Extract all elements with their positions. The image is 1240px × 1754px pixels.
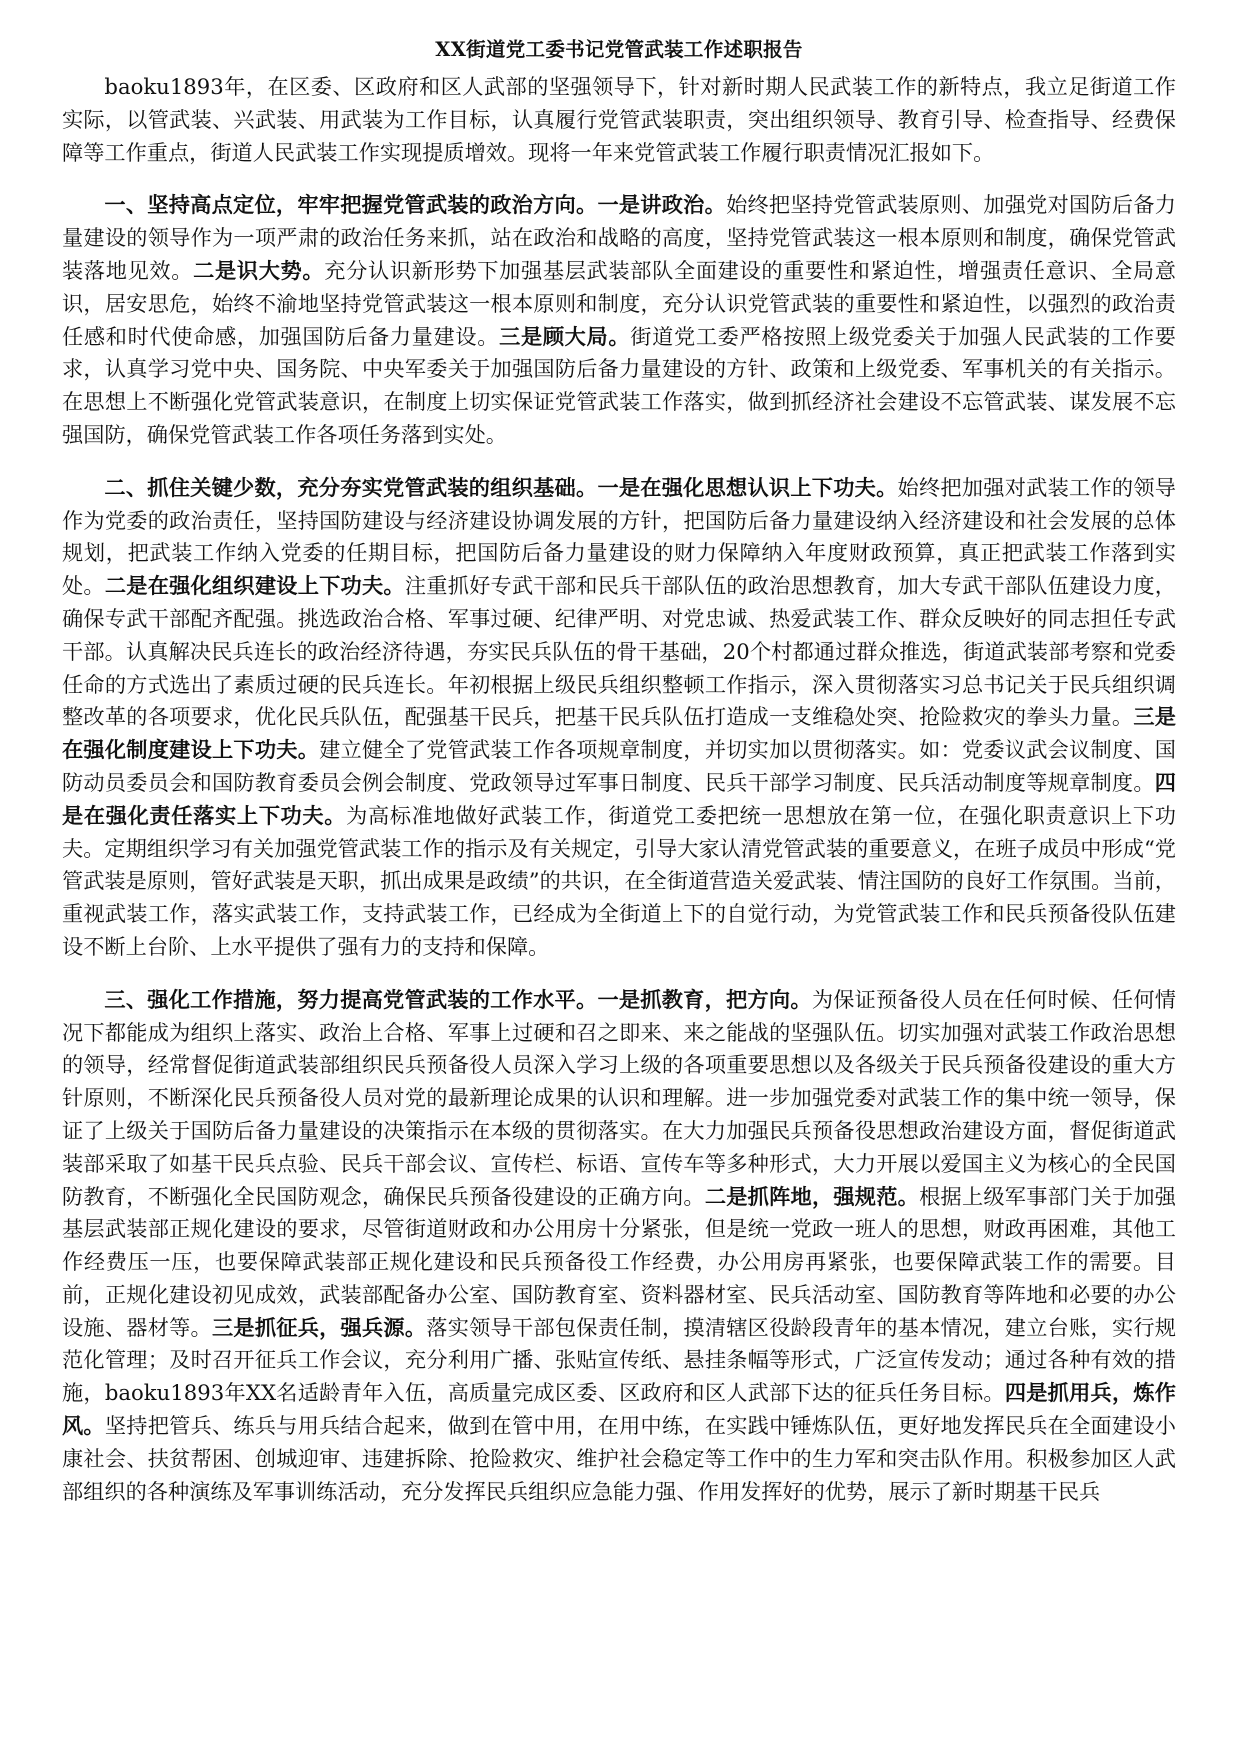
- section-1-heading: 一、坚持高点定位，牢牢把握党管武装的政治方向。: [104, 192, 598, 218]
- section-3-point-3-text: 落实领导干部包保责任制，摸清辖区役龄段青年的基本情况，建立台账，实行规范化管理；及时召开征兵工作会议，充分利用广播、张贴宣传纸、悬挂条幅等形式，广泛宣传发动；通过各种有效的措施，baoku1893年XX名适龄青年入伍，高质量完成区委、区政府和区人武部下达的征兵任务目标。: [62, 1314, 1176, 1406]
- section-3-heading: 三、强化工作措施，努力提高党管武装的工作水平。: [104, 986, 598, 1012]
- section-2-point-1-heading: 一是在强化思想认识上下功夫。: [597, 474, 898, 500]
- section-2-point-2-text: 注重抓好专武干部和民兵干部队伍的政治思想教育，加大专武干部队伍建设力度，确保专武干部配齐配强。挑选政治合格、军事过硬、纪律严明、对党忠诚、热爱武装工作、群众反映好的同志担任专武干部。认真解决民兵连长的政治经济待遇，夯实民兵队伍的骨干基础，20个村都通过群众推选，街道武装部考察和党委任命的方式选出了素质过硬的民兵连长。年初根据上级民兵组织整顿工作指示，深入贯彻落实习总书记关于民兵组织调整改革的各项要求，优化民兵队伍，配强基干民兵，把基干民兵队伍打造成一支维稳处突、抢险救灾的拳头力量。: [62, 573, 1176, 730]
- section-1-point-1-text: 始终把坚持党管武装原则、加强党对国防后备力量建设的领导作为一项严肃的政治任务来抓，站在政治和战略的高度，坚持党管武装这一根本原则和制度，确保党管武装落地见效。: [62, 192, 1176, 283]
- intro-paragraph: baoku1893年，在区委、区政府和区人武部的坚强领导下，针对新时期人民武装工作的新特点，我立足街道工作实际，以管武装、兴武装、用武装为工作目标，认真履行党管武装职责，突出组织领导、教育引导、检查指导、经费保障等工作重点，街道人民武装工作实现提质增效。现将一年来党管武装工作履行职责情况汇报如下。: [62, 74, 1176, 165]
- section-2-point-1-text: 始终把加强对武装工作的领导作为党委的政治责任，坚持国防建设与经济建设协调发展的方针，把国防后备力量建设纳入经济建设和社会发展的总体规划，把武装工作纳入党委的任期目标，把国防后备力量建设的财力保障纳入年度财政预算，真正把武装工作落到实处。: [62, 474, 1176, 599]
- section-3-point-4-text: 坚持把管兵、练兵与用兵结合起来，做到在管中用，在用中练，在实践中锤炼队伍，更好地发挥民兵在全面建设小康社会、扶贫帮困、创城迎审、违建拆除、抢险救灾、维护社会稳定等工作中的生力军和突击队作用。积极参加区人武部组织的各种演练及军事训练活动，充分发挥民兵组织应急能力强、作用发挥好的优势，展示了新时期基干民兵: [62, 1413, 1176, 1504]
- section-3-point-1-heading: 一是抓教育，把方向。: [597, 986, 812, 1012]
- document-page: [62, 30, 1176, 1508]
- section-1-point-3-heading: 三是顾大局。: [499, 323, 631, 349]
- section-3-point-4-heading: 四是抓用兵，炼作风。: [62, 1380, 1176, 1439]
- section-2-point-3-text: 建立健全了党管武装工作各项规章制度，并切实加以贯彻落实。如：党委议武会议制度、国防动员委员会和国防教育委员会例会制度、党政领导过军事日制度、民兵干部学习制度、民兵活动制度等规章制度。: [62, 737, 1176, 795]
- section-1-paragraph: [62, 189, 1176, 451]
- section-3-point-1-text: 为保证预备役人员在任何时候、任何情况下都能成为组织上落实、政治上合格、军事上过硬和召之即来、来之能战的坚强队伍。切实加强对武装工作政治思想的领导，经常督促街道武装部组织民兵预备役人员深入学习上级的各项重要思想以及各级关于民兵预备役建设的重大方针原则，不断深化民兵预备役人员对党的最新理论成果的认识和理解。进一步加强党委对武装工作的集中统一领导，保证了上级关于国防后备力量建设的决策指示在本级的贯彻落实。在大力加强民兵预备役思想政治建设方面，督促街道武装部采取了如基干民兵点验、民兵干部会议、宣传栏、标语、宣传车等多种形式，大力开展以爱国主义为核心的全民国防教育，不断强化全民国防观念，确保民兵预备役建设的正确方向。: [62, 986, 1176, 1209]
- section-2-point-2-heading: 二是在强化组织建设上下功夫。: [104, 573, 405, 599]
- section-1-point-2-text: 充分认识新形势下加强基层武装部队全面建设的重要性和紧迫性，增强责任意识、全局意识，居安思危，始终不渝地坚持党管武装这一根本原则和制度，充分认识党管武装的重要性和紧迫性，以强烈的政治责任感和时代使命感，加强国防后备力量建设。: [62, 257, 1176, 349]
- section-2-point-4-text: 为高标准地做好武装工作，街道党工委把统一思想放在第一位，在强化职责意识上下功夫。定期组织学习有关加强党管武装工作的指示及有关规定，引导大家认清党管武装的重要意义，在班子成员中形成“党管武装是原则，管好武装是天职，抓出成果是政绩”的共识，在全街道营造关爱武装、情注国防的良好工作氛围。当前，重视武装工作，落实武装工作，支持武装工作，已经成为全街道上下的自觉行动，为党管武装工作和民兵预备役队伍建设不断上台阶、上水平提供了强有力的支持和保障。: [62, 802, 1176, 959]
- section-1-point-3-text: 街道党工委严格按照上级党委关于加强人民武装的工作要求，认真学习党中央、国务院、中央军委关于加强国防后备力量建设的方针、政策和上级党委、军事机关的有关指示。在思想上不断强化党管武装意识，在制度上切实保证党管武装工作落实，做到抓经济社会建设不忘管武装、谋发展不忘强国防，确保党管武装工作各项任务落到实处。: [62, 323, 1176, 447]
- section-1-point-1-heading: 一是讲政治。: [597, 192, 727, 218]
- section-2-point-3-heading: 三是在强化制度建设上下功夫。: [62, 704, 1176, 763]
- section-2-heading: 二、抓住关键少数，充分夯实党管武装的组织基础。: [104, 474, 598, 500]
- section-1-point-2-heading: 二是识大势。: [193, 257, 325, 283]
- section-2-point-4-heading: 四是在强化责任落实上下功夫。: [62, 769, 1176, 828]
- section-3-point-3-heading: 三是抓征兵，强兵源。: [212, 1314, 427, 1340]
- section-3-point-2-text: 根据上级军事部门关于加强基层武装部正规化建设的要求，尽管街道财政和办公用房十分紧张，但是统一党政一班人的思想，财政再困难，其他工作经费压一压，也要保障武装部正规化建设和民兵预备役工作经费，办公用房再紧张，也要保障武装工作的需要。目前，正规化建设初见成效，武装部配备办公室、国防教育室、资料器材室、民兵活动室、国防教育等阵地和必要的办公设施、器材等。: [62, 1183, 1176, 1340]
- section-3-paragraph: [62, 984, 1176, 1509]
- section-2-paragraph: [62, 472, 1176, 964]
- document-title: XX街道党工委书记党管武装工作述职报告: [435, 38, 803, 61]
- section-3-point-2-heading: 二是抓阵地，强规范。: [704, 1183, 920, 1209]
